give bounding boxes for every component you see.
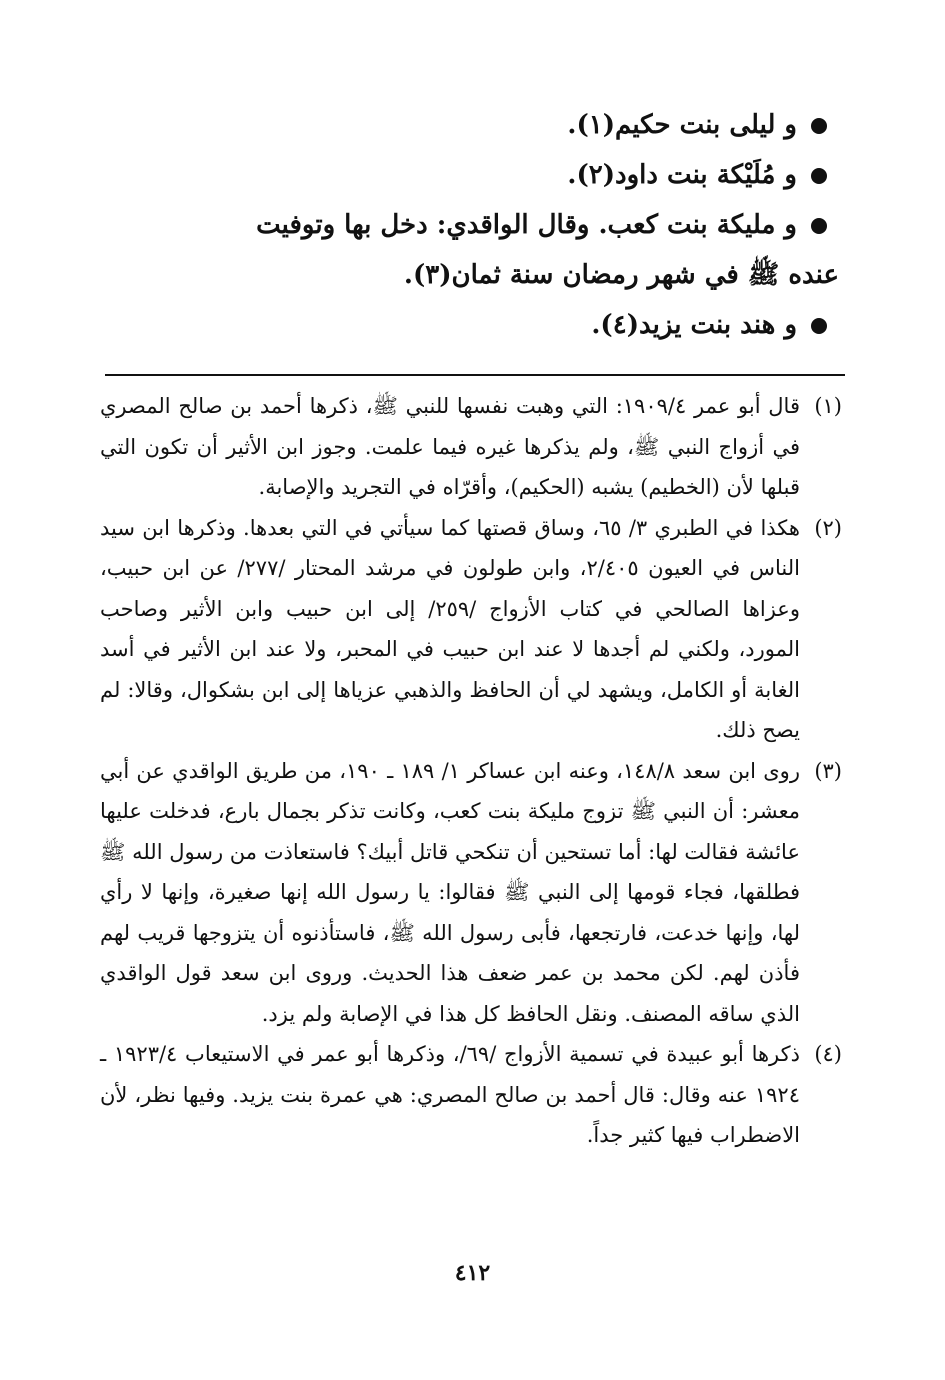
page-number: ٤١٢	[454, 1260, 491, 1286]
list-item	[97, 100, 827, 150]
list-item	[97, 200, 839, 300]
bullet-icon	[811, 218, 827, 234]
bullet-icon	[811, 118, 827, 134]
footnote-text: روى ابن سعد ١٤٨/٨، وعنه ابن عساكر ١/ ١٨٩ ـ ١٩٠، من طريق الواقدي عن أبي معشر: أن النبي ﷺ تزوج مليكة بنت كعب، وكانت تذكر بجمال بارع، فدخلت عليها عائشة فقالت لها: أما تستحين أن تنكحي قاتل أبيك؟ فاستعاذت من رسول الله ﷺ فطلقها، فجاء قومها إلى النبي ﷺ فقالوا: يا رسول الله إنها صغيرة، وإنها لا رأي لها، وإنها خدعت، فارتجعها، فأبى رسول الله ﷺ، فاستأذنوه أن يتزوجها قريب لهم فأذن لهم. لكن محمد بن عمر ضعف هذا الحديث. وروى ابن سعد قول الواقدي الذي ساقه المصنف. ونقل الحافظ كل هذا في الإصابة ولم يزد.	[100, 758, 800, 1026]
footnote	[100, 508, 842, 751]
footnote-text: ذكرها أبو عبيدة في تسمية الأزواج /٦٩/، وذكرها أبو عمر في الاستيعاب ١٩٢٣/٤ ـ ١٩٢٤ عنه وقال: قال أحمد بن صالح المصري: هي عمرة بنت يزيد. وفيها نظر، لأن الاضطراب فيها كثير جداً.	[100, 1042, 800, 1147]
bullet-icon	[811, 168, 827, 184]
list-item-text: و مُلَيْكة بنت داود(٢).	[567, 160, 797, 190]
bullet-icon	[811, 318, 827, 334]
footnote-text: قال أبو عمر ١٩٠٩/٤: التي وهبت نفسها للنبي ﷺ، ذكرها أحمد بن صالح المصري في أزواج النبي ﷺ، ولم يذكرها غيره فيما علمت. وجوز ابن الأثير أن تكون التي قبلها لأن (الخطيم) يشبه (الحكيم)، وأقرّاه في التجريد والإصابة.	[100, 394, 800, 499]
wives-list	[97, 100, 839, 350]
list-item-continuation: عنده ﷺ في شهر رمضان سنة ثمان(٣).	[403, 260, 839, 290]
list-item	[97, 300, 827, 350]
list-item-text: و هند بنت يزيد(٤).	[591, 310, 797, 340]
footnote-separator	[105, 374, 845, 376]
footnote	[100, 1034, 842, 1156]
list-item-text: و ليلى بنت حكيم(١).	[567, 110, 797, 140]
footnotes	[100, 386, 842, 1156]
footnote	[100, 386, 842, 508]
list-item	[97, 150, 827, 200]
footnote-number: (١)	[814, 394, 842, 418]
list-item-text: و مليكة بنت كعب. وقال الواقدي: دخل بها وتوفيت	[256, 210, 797, 240]
footnote-number: (٤)	[814, 1042, 842, 1066]
footnote-text: هكذا في الطبري ٣/ ٦٥، وساق قصتها كما سيأتي في التي بعدها. وذكرها ابن سيد الناس في العيون ٢/٤٠٥، وابن طولون في مرشد المحتار /٢٧٧/ عن ابن حبيب، وعزاها الصالحي في كتاب الأزواج /٢٥٩/ إلى ابن حبيب وابن الأثير وصاحب المورد، ولكني لم أجدها لا عند ابن حبيب في المحبر، ولا عند ابن الأثير في أسد الغابة أو الكامل، ويشهد لي أن الحافظ والذهبي عزياها إلى ابن بشكوال، وقالا: لم يصح ذلك.	[100, 515, 800, 742]
footnote-number: (٣)	[814, 758, 842, 783]
footnote-number: (٢)	[814, 515, 842, 540]
footnote	[100, 751, 842, 1035]
